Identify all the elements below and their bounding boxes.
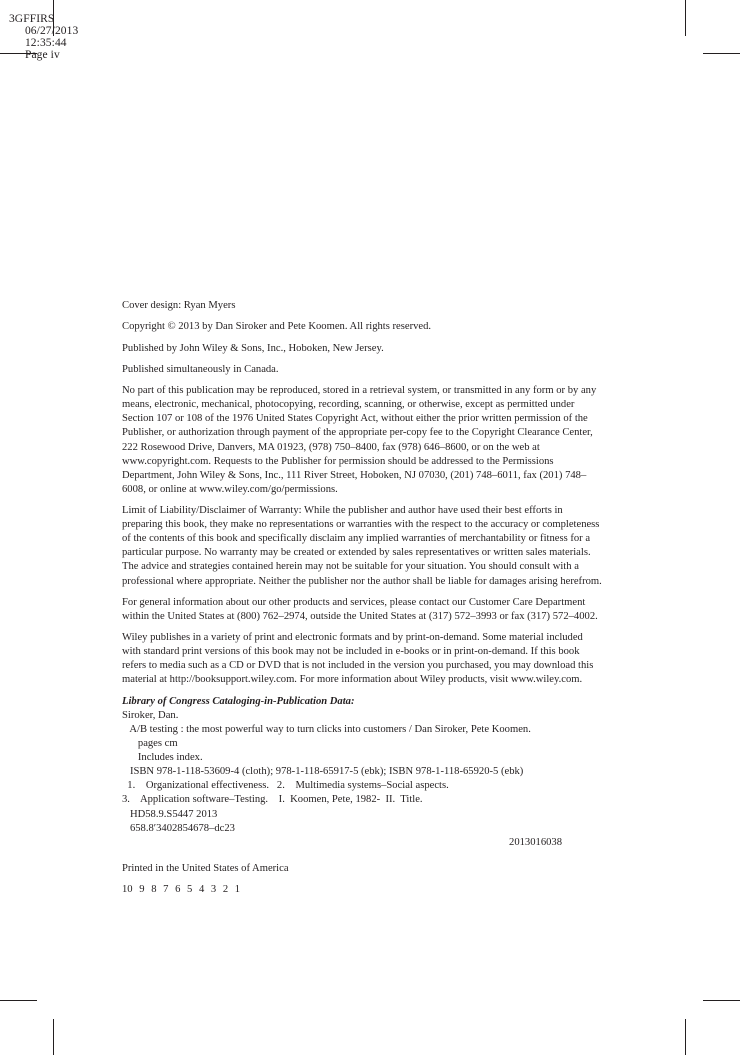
cip-line: Includes index.: [122, 752, 203, 764]
slug-date: 06/27/2013: [24, 25, 79, 37]
printed-in-line: Printed in the United States of America: [122, 862, 289, 874]
lccn-number: 2013016038: [509, 836, 562, 848]
rights-notice: No part of this publication may be reproduced, stored in a retrieval system, or transmitted in any form or by any means, electronic, mechanical, photocopying, recording, scanning, or otherwise, except as permitted under Section 107 or 108 of the 1976 United States Copyright Act, without either the prior written permission of the Publisher, or authorization through payment of the appropriate per-copy fee to the Copyright Clearance Center, 222 Rosewood Drive, Danvers, MA 01923, (978) 750–8400, fax (978) 646–8600, or on the web at www.copyright.com. Requests to the Publisher for permission should be addressed to the Permissions Department, John Wiley & Sons, Inc., 111 River Street, Hoboken, NJ 07030, (201) 748–6011, fax (201) 748–6008, or online at www.wiley.com/go/permissions.: [122, 385, 597, 495]
liability-disclaimer: Limit of Liability/Disclaimer of Warranty: While the publisher and author have used their best efforts in preparing this book, they make no representations or warranties with the respect to the accuracy or completeness of the contents of this book and specifically disclaim any implied warranties of merchantability or fitness for a particular purpose. No warranty may be created or extended by sales representatives or written sales materials. The advice and strategies contained herein may not be suitable for your situation. You should consult with a professional where appropriate. Neither the publisher nor the author shall be liable for damages arising herefrom.: [122, 505, 602, 587]
general-info: For general information about our other products and services, please contact our Customer Care Department within the United States at (800) 762–2974, outside the United States at (317) 572–3993 or fax (317) 572–4002.: [122, 596, 598, 622]
copyright-page-body: [122, 299, 602, 904]
cip-line: 658.8′3402854678–dc23: [122, 822, 235, 834]
cip-line: HD58.9.S5447 2013: [122, 808, 218, 820]
cip-line: 1. Organizational effectiveness. 2. Multimedia systems–Social aspects.: [122, 780, 449, 792]
cip-line: Siroker, Dan.: [122, 709, 179, 721]
cip-block: [122, 695, 602, 850]
crop-mark-bottom-left-horizontal: [0, 1000, 37, 1001]
crop-mark-bottom-right-vertical: [685, 1019, 686, 1055]
cip-line: A/B testing : the most powerful way to turn clicks into customers / Dan Siroker, Pete Koomen.: [122, 723, 531, 735]
printing-number-line: 10 9 8 7 6 5 4 3 2 1: [122, 884, 241, 896]
published-canada-line: Published simultaneously in Canada.: [122, 363, 279, 375]
print-slug: [3, 1, 78, 61]
crop-mark-bottom-left-vertical: [53, 1019, 54, 1055]
slug-page: Page iv: [24, 49, 60, 61]
cip-title: Library of Congress Cataloging-in-Publication Data:: [122, 695, 355, 707]
slug-time: 12:35:44: [24, 37, 67, 49]
crop-mark-bottom-right-horizontal: [703, 1000, 740, 1001]
formats-notice: Wiley publishes in a variety of print and electronic formats and by print-on-demand. Some material included with standard print versions of this book may not be included in e-books or in print-on-demand. If this book refers to media such as a CD or DVD that is not included in the version you purchased, you may download this material at http://booksupport.wiley.com. For more information about Wiley products, visit www.wiley.com.: [122, 632, 594, 686]
cip-line: 3. Application software–Testing. I. Koomen, Pete, 1982- II. Title.: [122, 794, 423, 806]
crop-mark-top-right-horizontal: [703, 53, 740, 54]
cip-line: pages cm: [122, 738, 178, 750]
copyright-line: Copyright © 2013 by Dan Siroker and Pete Koomen. All rights reserved.: [122, 321, 432, 333]
cover-design-credit: Cover design: Ryan Myers: [122, 300, 236, 311]
crop-mark-top-right-vertical: [685, 0, 686, 36]
publisher-line: Published by John Wiley & Sons, Inc., Hoboken, New Jersey.: [122, 342, 384, 354]
slug-file-id: 3GFFIRS: [8, 13, 55, 25]
cip-line: ISBN 978-1-118-53609-4 (cloth); 978-1-118-65917-5 (ebk); ISBN 978-1-118-65920-5 (ebk): [122, 766, 524, 778]
